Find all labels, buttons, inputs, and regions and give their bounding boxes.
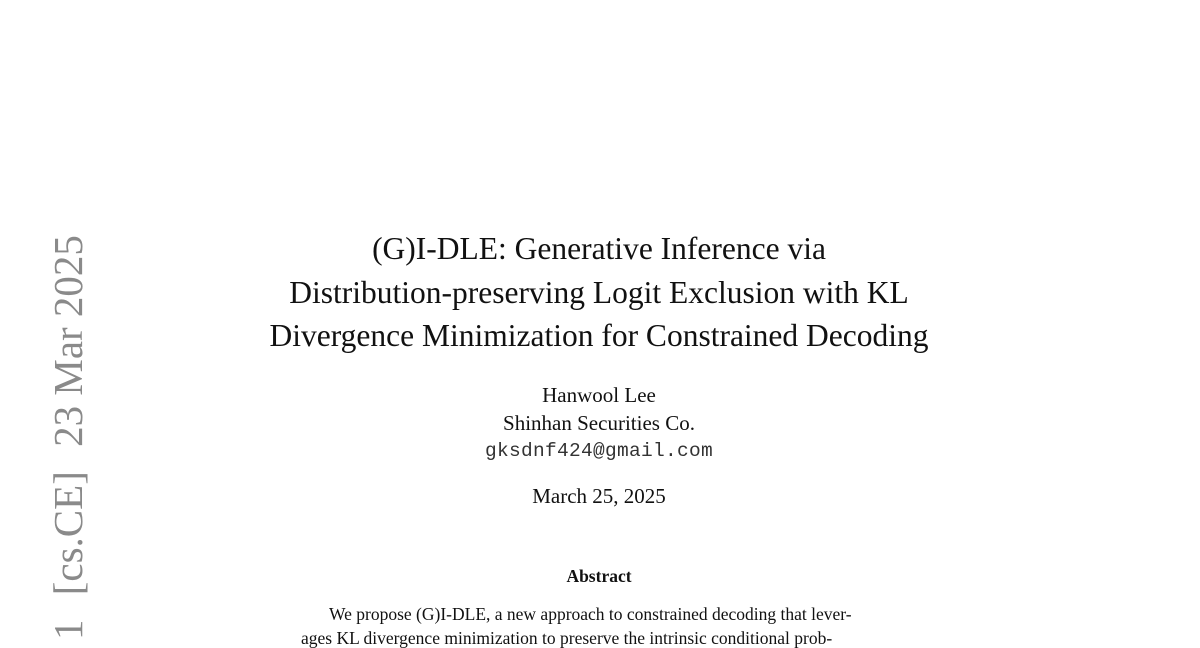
abstract-line: We propose (G)I-DLE, a new approach to constrained decoding that lever- (329, 604, 852, 624)
author-name: Hanwool Lee (542, 383, 656, 407)
title-line: (G)I-DLE: Generative Inference via (372, 231, 826, 266)
author-affiliation: Shinhan Securities Co. (503, 411, 695, 435)
author-block (0, 381, 1198, 465)
paper-title (0, 227, 1198, 358)
abstract-line: ages KL divergence minimization to preserve the intrinsic conditional prob- (301, 628, 833, 648)
author-email: gksdnf424@gmail.com (484, 440, 714, 462)
abstract-heading: Abstract (566, 566, 632, 586)
arxiv-category: [cs.CE] (45, 471, 91, 596)
title-line: Distribution-preserving Logit Exclusion with KL (289, 274, 909, 310)
arxiv-date: 23 Mar 2025 (45, 235, 91, 447)
abstract-body (301, 602, 898, 648)
paper-date: March 25, 2025 (532, 484, 666, 508)
title-line: Divergence Minimization for Constrained Decoding (269, 318, 929, 353)
arxiv-id-fragment: 1 (45, 619, 91, 640)
